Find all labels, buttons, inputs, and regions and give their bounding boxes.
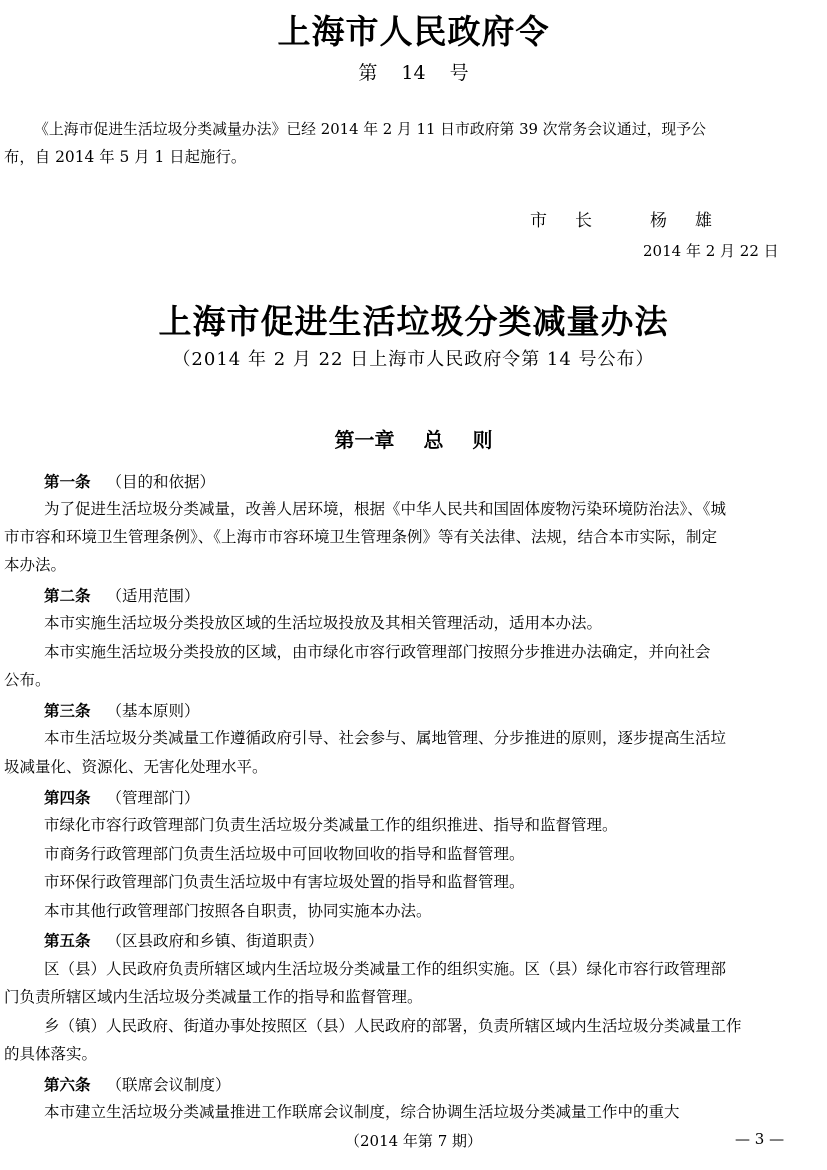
order-number: 第 14 号 (358, 62, 469, 84)
article-line: 本市实施生活垃圾分类投放的区域，由市绿化市容行政管理部门按照分步推进办法确定，并向社会 (44, 643, 711, 661)
article-heading (44, 470, 215, 492)
article-line: 市环保行政管理部门负责生活垃圾中有害垃圾处置的指导和监督管理。 (44, 873, 525, 891)
article-line: 公布。 (4, 671, 51, 689)
article-title: （目的和依据） (106, 473, 216, 491)
article-heading (44, 584, 200, 606)
signer-role: 市长 (530, 211, 620, 231)
article-line: 本办法。 (4, 556, 67, 574)
article-line: 市商务行政管理部门负责生活垃圾中可回收物回收的指导和监督管理。 (44, 845, 525, 863)
article-line: 本市实施生活垃圾分类投放区域的生活垃圾投放及其相关管理活动，适用本办法。 (44, 614, 603, 632)
law-title: 上海市促进生活垃圾分类减量办法 (158, 302, 669, 341)
article-title: （基本原则） (106, 702, 200, 720)
issue-label: （2014 年第 7 期） (344, 1132, 483, 1150)
article-line: 的具体落实。 (4, 1045, 98, 1063)
chapter-heading: 第一章 总 则 (334, 428, 493, 452)
article-number: 第二条 (44, 587, 91, 605)
article-title: （管理部门） (106, 789, 200, 807)
article-line: 本市生活垃圾分类减量工作遵循政府引导、社会参与、属地管理、分步推进的原则，逐步提高生活垃 (44, 729, 727, 747)
article-number: 第四条 (44, 789, 91, 807)
article-line: 乡（镇）人民政府、街道办事处按照区（县）人民政府的部署，负责所辖区域内生活垃圾分类减量工作 (44, 1017, 742, 1035)
article-number: 第六条 (44, 1076, 91, 1094)
preamble-line-2: 布，自 2014 年 5 月 1 日起施行。 (4, 148, 247, 166)
article-line: 市市容和环境卫生管理条例》、《上海市市容环境卫生管理条例》等有关法律、法规，结合本市实际，制定 (4, 528, 718, 546)
article-number: 第一条 (44, 473, 91, 491)
preamble-line-1: 《上海市促进生活垃圾分类减量办法》已经 2014 年 2 月 11 日市政府第 39 次常务会议通过，现予公 (34, 120, 706, 138)
order-title: 上海市人民政府令 (277, 12, 550, 51)
article-line: 区（县）人民政府负责所辖区域内生活垃圾分类减量工作的组织实施。区（县）绿化市容行政管理部 (44, 960, 727, 978)
article-heading (44, 699, 200, 721)
article-title: （适用范围） (106, 587, 200, 605)
article-line: 门负责所辖区域内生活垃圾分类减量工作的指导和监督管理。 (4, 988, 423, 1006)
article-line: 市绿化市容行政管理部门负责生活垃圾分类减量工作的组织推进、指导和监督管理。 (44, 816, 618, 834)
article-heading (44, 929, 324, 951)
signer-name: 杨雄 (650, 211, 740, 231)
article-heading (44, 1073, 231, 1095)
article-line: 圾减量化、资源化、无害化处理水平。 (4, 758, 268, 776)
article-line: 本市其他行政管理部门按照各自职责，协同实施本办法。 (44, 902, 432, 920)
article-number: 第三条 (44, 702, 91, 720)
article-title: （联席会议制度） (106, 1076, 231, 1094)
article-number: 第五条 (44, 932, 91, 950)
page-number: — 3 — (735, 1130, 785, 1148)
order-date: 2014 年 2 月 22 日 (643, 242, 779, 260)
article-title: （区县政府和乡镇、街道职责） (106, 932, 324, 950)
law-subtitle: （2014 年 2 月 22 日上海市人民政府令第 14 号公布） (172, 349, 655, 370)
article-heading (44, 786, 200, 808)
article-line: 本市建立生活垃圾分类减量推进工作联席会议制度，综合协调生活垃圾分类减量工作中的重大 (44, 1103, 680, 1121)
article-line: 为了促进生活垃圾分类减量，改善人居环境，根据《中华人民共和国固体废物污染环境防治法》、《城 (44, 500, 727, 518)
